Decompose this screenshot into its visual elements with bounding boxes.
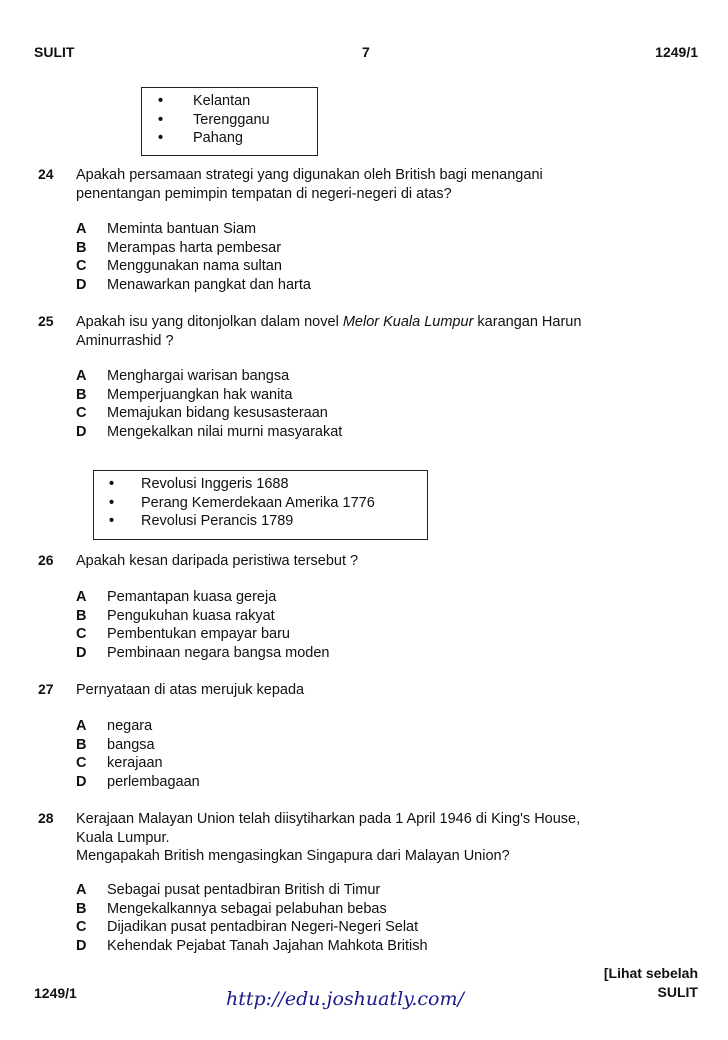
question-text: Pernyataan di atas merujuk kepada [76,682,305,698]
answer-option[interactable]: B Mengekalkannya sebagai pelabuhan bebas [76,900,387,917]
answer-option[interactable]: C Menggunakan nama sultan [76,258,282,274]
question-text: Apakah kesan daripada peristiwa tersebut ? [76,553,359,569]
answer-option[interactable]: A Pemantapan kuasa gereja [76,589,277,605]
bullet-icon: • [158,93,164,109]
answer-option[interactable]: C Pembentukan empayar baru [76,626,290,642]
answer-option[interactable]: C Dijadikan pusat pentadbiran Negeri-Negeri Selat [76,919,419,935]
list-item [142,111,317,130]
answer-option[interactable]: A Meminta bantuan Siam [76,221,257,237]
list-item-label: Revolusi Perancis 1789 [141,513,294,529]
list-item [94,512,427,531]
footer-paper-code: 1249/1 [34,985,77,1001]
list-item-label: Kelantan [193,93,251,109]
list-item-label: Revolusi Inggeris 1688 [141,476,289,492]
question-text: Apakah isu yang ditonjolkan dalam novel Melor Kuala Lumpur karangan Harun Aminurrashid ? [76,314,582,349]
question-number: 27 [38,681,54,697]
bullet-icon: • [109,513,115,529]
answer-option[interactable]: A negara [76,718,153,734]
list-item [94,494,427,513]
question-text: Kerajaan Malayan Union telah diisytiharkan pada 1 April 1946 di King's House, Kuala Lumpur. Mengapakah British mengasingkan Singapura dari Malayan Union? [76,811,581,864]
page-number: 7 [362,44,370,60]
list-item-label: Terengganu [193,111,270,128]
bullet-icon: • [158,111,164,128]
answer-option[interactable]: D Menawarkan pangkat dan harta [76,276,311,293]
header-paper-code: 1249/1 [655,44,698,60]
answer-option[interactable]: B Memperjuangkan hak wanita [76,386,293,403]
answer-option[interactable]: D Kehendak Pejabat Tanah Jajahan Mahkota British [76,937,428,954]
list-item [142,92,317,111]
answer-option[interactable]: C Memajukan bidang kesusasteraan [76,405,328,421]
list-item [142,129,317,148]
header-sulit: SULIT [34,44,75,60]
answer-option[interactable]: D perlembagaan [76,773,200,790]
question-number: 28 [38,810,54,826]
states-box [141,87,318,156]
list-item [94,475,427,494]
question-number: 24 [38,166,54,182]
list-item-label: Pahang [193,130,243,146]
list-item-label: Perang Kemerdekaan Amerika 1776 [141,494,375,511]
answer-option[interactable]: B bangsa [76,736,155,753]
bullet-icon: • [109,494,115,511]
bullet-icon: • [158,130,164,146]
source-url-link[interactable]: http://edu.joshuatly.com/ [226,988,464,1010]
events-box [93,470,428,540]
question-text: Apakah persamaan strategi yang digunakan oleh British bagi menangani penentangan pemimpin tempatan di negeri-negeri di atas? [76,167,543,202]
answer-option[interactable]: C kerajaan [76,755,163,771]
answer-option[interactable]: A Sebagai pusat pentadbiran British di Timur [76,882,381,898]
answer-option[interactable]: D Mengekalkan nilai murni masyarakat [76,423,343,440]
bullet-icon: • [109,476,115,492]
answer-option[interactable]: A Menghargai warisan bangsa [76,368,290,384]
answer-option[interactable]: B Merampas harta pembesar [76,239,282,256]
question-number: 26 [38,552,54,568]
footer-next-page: [Lihat sebelah SULIT [603,965,698,1000]
answer-option[interactable]: B Pengukuhan kuasa rakyat [76,607,275,624]
question-number: 25 [38,313,54,329]
answer-option[interactable]: D Pembinaan negara bangsa moden [76,644,330,661]
